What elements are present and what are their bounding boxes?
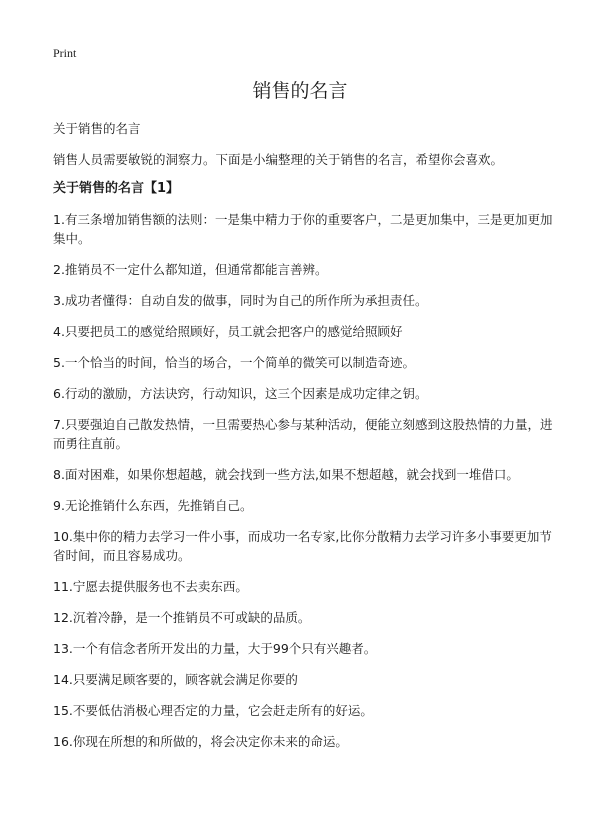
quote-item: 8.面对困难，如果你想超越，就会找到一些方法,如果不想超越，就会找到一堆借口。 [53, 467, 519, 482]
section-heading: 关于销售的名言【1】 [53, 181, 180, 196]
quote-item: 7.只要强迫自己散发热情，一旦需要热心参与某种活动，便能立刻感到这股热情的力量，进而勇往直前。 [53, 417, 553, 451]
quote-item: 16.你现在所想的和所做的，将会决定你未来的命运。 [53, 734, 348, 749]
page-title: 销售的名言 [252, 80, 348, 102]
quote-item: 5.一个恰当的时间，恰当的场合，一个简单的微笑可以制造奇迹。 [53, 355, 415, 370]
quote-item: 12.沉着冷静，是一个推销员不可或缺的品质。 [53, 610, 311, 625]
quote-item: 2.推销员不一定什么都知道，但通常都能言善辨。 [53, 262, 328, 277]
quote-item: 13.一个有信念者所开发出的力量，大于99个只有兴趣者。 [53, 641, 377, 656]
intro-paragraph: 销售人员需要敏锐的洞察力。下面是小编整理的关于销售的名言，希望你会喜欢。 [53, 152, 504, 167]
quote-item: 10.集中你的精力去学习一件小事，而成功一名专家,比你分散精力去学习许多小事要更加节省时间，而且容易成功。 [53, 529, 552, 563]
quote-item: 1.有三条增加销售额的法则：一是集中精力于你的重要客户，二是更加集中，三是更加更加集中。 [53, 212, 553, 246]
quote-item: 11.宁愿去提供服务也不去卖东西。 [53, 579, 248, 594]
quote-list [53, 210, 553, 751]
quote-item: 3.成功者懂得：自动自发的做事，同时为自己的所作所为承担责任。 [53, 293, 428, 308]
quote-item: 14.只要满足顾客要的，顾客就会满足你要的 [53, 672, 298, 687]
print-link[interactable]: Print [53, 46, 77, 60]
quote-item: 15.不要低估消极心理否定的力量，它会赶走所有的好运。 [53, 703, 373, 718]
quote-item: 9.无论推销什么东西，先推销自己。 [53, 498, 253, 513]
quote-item: 4.只要把员工的感觉给照顾好，员工就会把客户的感觉给照顾好 [53, 324, 403, 339]
subtitle: 关于销售的名言 [53, 121, 141, 136]
article-body [53, 119, 553, 763]
quote-item: 6.行动的激励，方法诀窍，行动知识，这三个因素是成功定律之钥。 [53, 386, 428, 401]
